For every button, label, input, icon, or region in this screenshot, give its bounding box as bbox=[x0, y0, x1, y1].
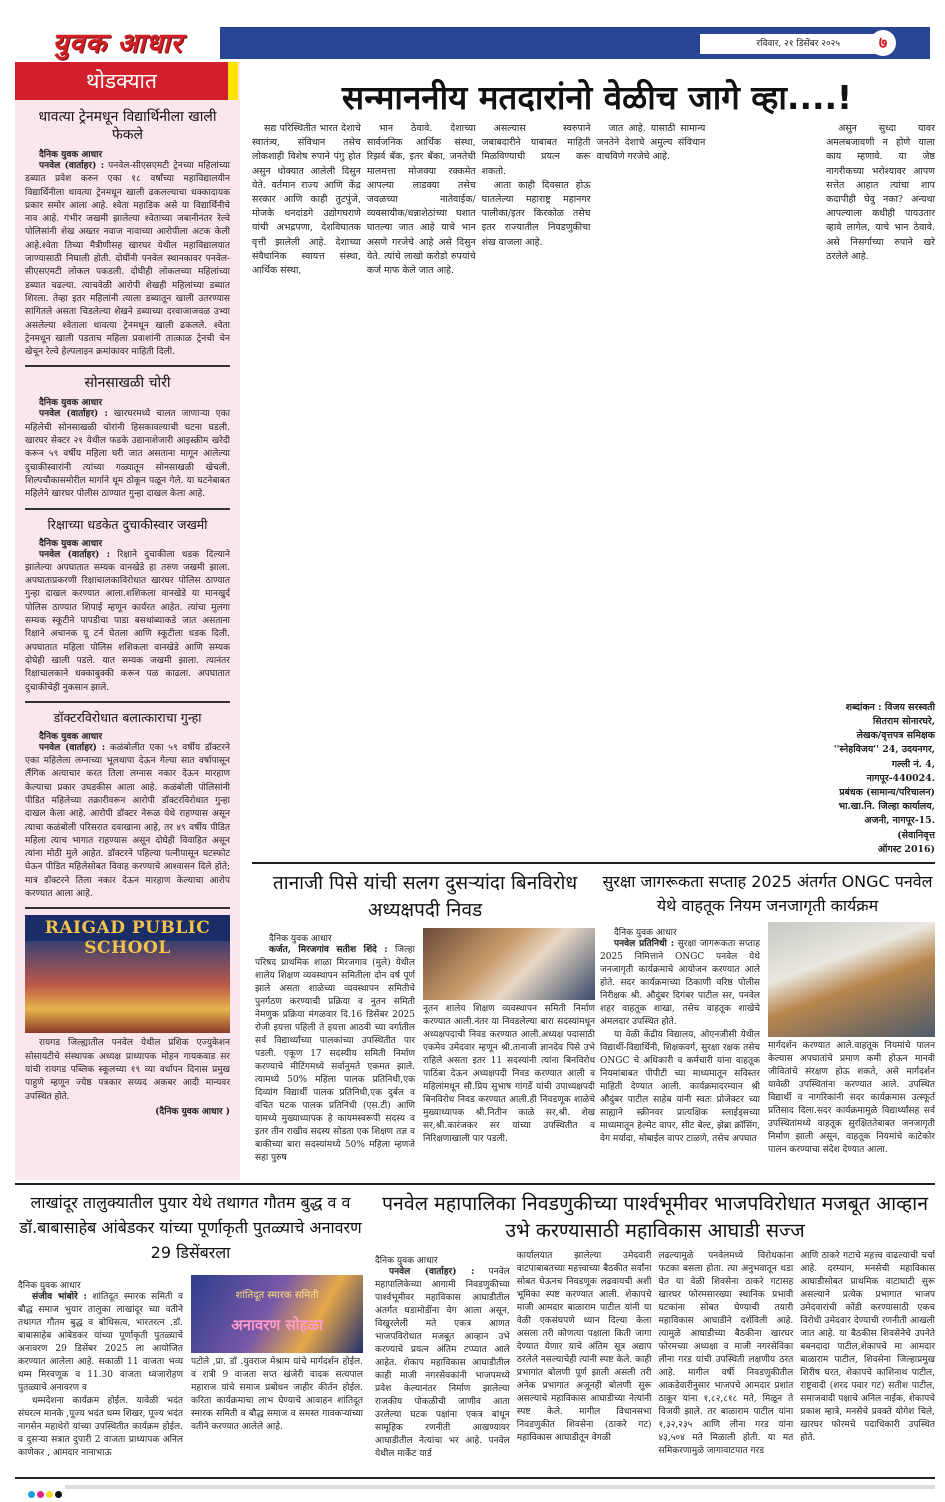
story-body: पटोले ,प्रा. डॉ .युवराज मेश्राम यांचे मार्गदर्शन होईल. व रात्री 9 वाजता सप्त खंजेरी वादक सत्यपाल महाराज यांचे समाज प्रबोधन जाहीर कीर्तन होईल. करिता कार्यक्रमाचा लाभ घेण्याचे आवाहन शांतिदूत स्मारक समिती व बौद्ध समाज व समस्त गावकऱ्यांच्या वतीने करण्यात आलेले आहे. bbox=[191, 1357, 363, 1432]
story-body: शांतिदूत स्मारक समिती व बौद्ध समाज भुयार तालुका लाखांदूर च्या वतीने तथागत गौतम बुद्ध व बोधिसत्व, भारतरत्न ,डॉ. बाबासाहेब आंबेडकर यांच्या पूर्णाकृती पुतळ्याचे अनावरण 29 डिसेंबर 2025 ला आयोजित करण्यात आलेला आहे. सकाळी 11 वाजता भव्य धम्म मिरवणूक व 11.30 वाजता ध्वजारोहण पुतळ्याचे अनावरण व bbox=[18, 1292, 183, 1393]
brief-story-train bbox=[15, 108, 240, 359]
photo-banner-text: RAIGAD PUBLIC SCHOOL bbox=[44, 918, 211, 959]
ongc-story bbox=[600, 870, 935, 1157]
unveiling-poster bbox=[191, 1275, 363, 1353]
page-number: ७ bbox=[870, 30, 896, 56]
brief-story-doctor bbox=[15, 709, 240, 902]
story-body: पनवेल-सीएसएमटी ट्रेनच्या महिलांच्या डब्यात प्रवेश करुन एका १८ वर्षांच्या महाविद्यालयीन विद्यार्थिनीला धावत्या ट्रेनमधून खाली ढकलल्याचा धक्कादायक प्रकार समोर आला आहे. श्वेता महाडिक असे या विद्यार्थिनीचे नाव आहे. गंभीर जखमी झालेल्या श्वेताच्या जबानीनंतर रेल्वे पोलिसांनी शेख अख्तर नवाज नावाच्या आरोपीला अटक केली आहे.श्वेता तिच्या मैत्रीणीसह खारघर येथील महाविद्यालयात जाण्यासाठी निघाली होती. दोघींनी पनवेल स्थानकावर पनवेल-सीएसएमटी लोकल पकडली. दोघीही लोकलच्या महिलांच्या डब्यात चढल्या. त्याचवेळी आरोपी शेखही महिलांच्या डब्यात शिरला. तेव्हा इतर महिलांनी त्याला डब्यातून खाली उतरण्यास सांगितले असता चिडलेल्या शेखने डब्याच्या दरवाजाजवळ उभ्या असलेल्या श्वेताला धावत्या ट्रेनमधून खाली ढकलले. श्वेता ट्रेनमधून खाली पडताच महिला प्रवाशांनी तात्काळ ट्रेनची चेन खेचून रेल्वे हेल्पलाइन क्रमांकावर माहिती दिली. bbox=[25, 161, 230, 358]
story-title: सुरक्षा जागरूकता सप्ताह 2025 अंतर्गत ONGC पनवेल येथे वाहतूक नियम जनजागृती कार्यक्रम bbox=[602, 872, 933, 915]
story-body: मार्गदर्शन करण्यात आले.वाहतूक नियमांचे पालन केल्यास अपघातांचे प्रमाण कमी होऊन मानवी जीवितांचे संरक्षण होऊ शकते, असे मार्गदर्शन यावेळी उपस्थितांना करण्यात आले. उपस्थित विद्यार्थी व नागरिकांनी सदर कार्यक्रमास उत्स्फूर्त प्रतिसाद दिला.सदर कार्यक्रमामुळे विद्यार्थ्यांसह सर्व उपस्थितांमध्ये वाहतूक सुरक्षिततेबाबत जनजागृती निर्माण झाली असून, वाहतूक नियमांचे काटेकोर पालन करण्याचा संदेश देण्यात आला. bbox=[768, 1041, 935, 1155]
dateline: पनवेल (वार्ताहर) : bbox=[39, 549, 111, 560]
story-source: दैनिक युवक आधार bbox=[375, 1256, 438, 1266]
story-title: पनवेल महापालिका निवडणुकीच्या पार्श्वभूमीवर भाजपविरोधात मजबूत आव्हान उभे करण्यासाठी महाविकास आघाडी सज्ज bbox=[381, 1192, 929, 1242]
divider bbox=[25, 701, 230, 703]
byline-line: शब्दांकन : विजय सरस्वती bbox=[845, 701, 935, 713]
story-body: या वेळी केंद्रीय विद्यालय, ओएनजीसी येथील विद्यार्थी-विद्यार्थिनी, शिक्षकवर्ग, सुरक्षा रक्षक तसेच ONGC चे अधिकारी व कर्मचारी यांना वाहतूक नियमांबाबत पीपीटी च्या माध्यमातून सविस्तर माहिती देण्यात आली. कार्यक्रमादरम्यान श्री औदुंबर पाटील साहेब यांनी स्वतः प्रोजेक्टर च्या साह्याने स्क्रीनवर प्रात्यक्षिक स्लाईड्सच्या माध्यमातून हेल्मेट वापर, सीट बेल्ट, झेब्रा क्रॉसिंग, वेग मर्यादा, मोबाईल वापर टाळणे, तसेच अपघात bbox=[600, 1030, 760, 1144]
divider bbox=[15, 1183, 935, 1185]
dateline: पनवेल (वार्ताहर) : bbox=[39, 161, 105, 171]
byline-line: ऑगस्ट 2016) bbox=[877, 843, 935, 855]
divider bbox=[25, 907, 230, 909]
article-text: असुन सुध्दा यावर अमलबजावणी न होणे याला काय म्हणावे. या जेष्ठ नागरीकच्या भरोश्यावर आपण सत्तेत आहात त्यांचा शाप कदापीही घेवु नका? अन्यथा आपल्याला कधीही पायउतार व्हावे लागेल, याचे भान ठेवावे. असे निसर्गाच्या रुपाने खरे ठरलेले आहे. bbox=[826, 123, 935, 262]
divider bbox=[15, 1477, 935, 1479]
article-column bbox=[252, 122, 361, 857]
mva-story bbox=[375, 1190, 935, 1461]
article-column bbox=[367, 122, 476, 857]
briefs-stories bbox=[15, 108, 240, 1117]
article-column bbox=[711, 122, 820, 857]
story-source: दैनिक युवक आधार bbox=[39, 398, 103, 409]
byline-line: अजनी, नागपूर-15. (सेवानिवृत्त bbox=[864, 815, 935, 841]
byline-line: गल्ली नं. 4, नागपूर-440024. bbox=[866, 758, 935, 784]
byline-line: भा.खा.नि. जिल्हा कार्यालय, bbox=[838, 801, 935, 813]
poster-title: शांतिदूत स्मारक समिती bbox=[235, 1290, 319, 1301]
byline-line: सितराम सोनारघरे, bbox=[872, 715, 935, 727]
article-text: आता काही दिवसात होऊ घातलेल्या महाराष्ट्र महानगर पालीका/इतर किरकोळ तसेच इतर राज्यातील निवडणुकीचा शंख वाजला आहे. bbox=[481, 179, 591, 248]
byline-line: लेखक/वृत्तपत्र समिक्षक bbox=[856, 730, 935, 742]
issue-date: रविवार, २१ डिसेंबर २०२५ bbox=[700, 34, 880, 54]
brief-story-rickshaw bbox=[15, 516, 240, 695]
lakhandur-story bbox=[18, 1190, 363, 1460]
briefs-heading: थोडक्यात bbox=[15, 62, 228, 100]
story-title: लाखांदूर तालुक्यातील पुयार येथे तथागत गौतम बुद्ध व व डॉ.बाबासाहेब आंबेडकर यांच्या पूर्णाकृती पुतळ्याचे अनावरण 29 डिसेंबरला bbox=[19, 1193, 362, 1262]
article-text: सद्य परिस्थितीत भारत देशाचे स्वातंत्र्य, संविधान तसेच लोकशाही विशेष रुपाने पंगु होत असुन धोक्यात आलेली दिसुन येते. वर्तमान राज्य आणि केंद्र सरकार आणि काही तुटपुंजे, मोजके धनदांडगे उद्योगघराणे यांची अभद्रपणा, देशविघातक वृत्ती झालेली आहे. देशाच्या संवैधानिक स्वायत्त संस्था, आर्थिक संस्था, bbox=[252, 123, 361, 277]
story-body: कळंबोलीत एका ५९ वर्षीय डॉक्टरने एका महिलेला लग्नाच्या भूलथापा देऊन गेल्या सात वर्षापासून लैंगिक अत्याचार करत तिला लग्नास नकार देऊन मारहाण केल्याचा प्रकार उघडकीस आला आहे. कळंबोली पोलिसांनी पीडित महिलेच्या तक्रारीवरून आरोपी डॉक्टरविरोधात गुन्हा दाखल केला आहे. आरोपी डॉक्टर नेरूळ येथे राहण्यास असून त्याचा कळंबोली परिसरात दवाखाना आहे, तर ४९ वर्षीय पीडित महिला त्याच भागात राहण्यास असून दोघेही विवाहित असून त्यांना मोठी मुले आहेत. डॉक्टरने पहिल्या पत्नीपासून घटस्फोट घेऊन पीडित महिलेसोबत विवाह करण्याचे आश्वासन दिले होते; मात्र डॉक्टरने तिला नकार देऊन मारहाण केल्याचा आरोप करण्यात आला आहे. bbox=[25, 742, 230, 900]
article-column bbox=[482, 122, 591, 857]
print-color-bar bbox=[65, 1485, 935, 1489]
story-body: सुरक्षा जागरूकता सप्ताह 2025 निमित्ताने ONGC पनवेल येथे जनजागृती कार्यक्रमाचे आयोजन करण्यात आले होते. सदर कार्यक्रमाच्या ठिकाणी वरिष्ठ पोलीस निरीक्षक श्री. औदुंबर दिगंबर पाटील सर, पनवेल शहर वाहतूक शाखा, तसेच वाहतूक शाखेचे अंमलदार उपस्थित होते. bbox=[600, 939, 760, 1027]
newspaper-logo: युवक आधार bbox=[15, 27, 220, 62]
dateline: पनवेल प्रतिनिधी : bbox=[614, 939, 675, 949]
byline-line: ''स्नेहविजय'' 24, उदयनगर, bbox=[833, 744, 935, 756]
tanaji-story bbox=[255, 870, 595, 1165]
raigad-event-photo bbox=[25, 915, 230, 1033]
article-text: भान ठेवावे. देशाच्या सार्वजनिक आर्थिक संस्था, रिझर्व बॅंक, इतर बॅंका, जनतेची मालमत्ता मोजक्या रक्कमेत आपल्या लाडक्या तसेच जवळच्या नातेवाईक/व्यवसायीक/धन्नाशेठांच्या घशात घातल्या जात आहे याचे भान असणे गरजेचे आहे असे दिसुन येते. त्यांचे लाखो करोडो रुपयांचे कर्ज माफ केले जात आहे. bbox=[366, 123, 476, 277]
story-title: रिक्षाच्या धडकेत दुचाकीस्वार जखमी bbox=[47, 516, 208, 532]
divider bbox=[25, 365, 230, 367]
story-body: नूतन शालेय शिक्षण व्यवस्थापन समिती निर्माण करण्यात आली.नंतर या निवडलेल्या बारा सदस्यांमधून अध्यक्षपदाची निवड करण्यात आली.अध्यक्ष पदासाठी एकमेव उमेदवार म्हणून श्री.तानाजी ज्ञानदेव पिसे उभे राहिले असता इतर 11 सदस्यांनी त्यांना बिनविरोध पाठिंबा देऊन अध्यक्षपदी निवड करण्यात आली व महिलांमधून सौ.प्रिय सुभाष गांगर्डे यांची उपाध्यक्षपदी बिनविरोध निवड करण्यात आली.ही निवडणूक शाळेचे मुख्याध्यापक श्री.नितीन काळे सर,श्री. शेख सर,श्री.कारंजकर सर यांच्या उपस्थितीत व निरिक्षणाखाली पार पडली. bbox=[423, 1004, 595, 1144]
story-body: लढल्यामुळे पनवेलमध्ये विरोधकांना फटका बसला होता. त्या अनुभवातून धडा घेत या वेळी शिवसेना ठाकरे गटासह खारघर फोरमसारख्या स्थानिक प्रभावी घटकांना सोबत घेण्याची तयारी महाविकास आघाडीने दर्शविली आहे. त्यामुळे आघाडीच्या बैठकीना खारघर फोरमच्या अध्यक्षा व माजी नगरसेविका लीना गरड यांची उपस्थिती लक्षणीय ठरत आहे. मागील वर्षी निवडणुकीतील आकडेवारीनुसार भाजपचे आमदार प्रशांत ठाकूर यांना १,८२,८१८ मते, मिळून ते विजयी झाले. तर बाळाराम पाटील यांना १,३२,२३५ आणि लीना गरड यांना ४३,५०४ मते मिळाली होती. या मत समिकरणामुळे जागावाटपात गरड bbox=[658, 1251, 794, 1456]
byline-line: प्रबंधक (सामान्य/परिचालन) bbox=[839, 786, 935, 798]
brief-story-chain-theft bbox=[15, 373, 240, 501]
story-body: आणि ठाकरे गटाचे महत्त्व वाढल्याची चर्चा आहे. दरम्यान, मनसेची महाविकास आघाडीसोबत प्राथमिक वाटाघाटी सुरू असल्याने प्रत्येक प्रभागात भाजप उमेदवारांची कोंडी करण्यासाठी एकच विरोधी उमेदवार देण्याची रणनीती आखली जात आहे. या बैठकीस शिवसेनेचे उपनेते बबनदादा पाटील,शेकापचे मा आमदार बाळाराम पाटील, शिवसेना जिल्हाप्रमुख शिरीष घरत, शेकापचे काशिनाथ पाटील, राष्ट्रवादी (शरद पवार गट) सतीश पाटील, समाजवादी पक्षाचे अनिल नाईक, शेकापचे प्रकाश म्हात्रे, मनसेचे प्रवक्ते योगेश चिले, खारघर फोरमचे पदाधिकारी उपस्थित होते. bbox=[800, 1251, 935, 1443]
raigad-photo-story bbox=[15, 915, 240, 1116]
photo-credit: (दैनिक युवक आधार ) bbox=[155, 1106, 230, 1117]
story-title: तानाजी पिसे यांची सलग दुसऱ्यांदा बिनविरोध अध्यक्षपदी निवड bbox=[272, 872, 578, 921]
story-source: दैनिक युवक आधार bbox=[39, 150, 103, 160]
story-body: धम्मदेशना कार्यक्रम होईल. यावेळी भदंत संघरत्न मानके ,पूज्य भदंत धम्म शिखर, पूज्य भदंत नागसेन महाथेरो यांच्या उपस्थितीत कार्यक्रम होईल. व दुसऱ्या सत्रात दुपारी 2 वाजता प्राध्यापक अनिल काणेकर , आमदार नानाभाऊ bbox=[18, 1396, 183, 1458]
story-title: सोनसाखळी चोरी bbox=[84, 375, 171, 392]
tanaji-felicitation-photo bbox=[423, 928, 595, 1000]
article-column bbox=[826, 122, 935, 857]
print-registration-marks bbox=[28, 1483, 64, 1502]
author-byline bbox=[826, 701, 935, 857]
dateline: संजीव भांबोरे : bbox=[32, 1292, 87, 1302]
article-text: जात आहे. यासाठी सामान्य जनतेने देशाचे अमुल्य संविधान वाचविणे गरजेचे आहे. bbox=[596, 123, 706, 163]
main-headline: सन्माननीय मतदारांनो वेळीच जागे व्हा....! bbox=[341, 78, 853, 117]
dateline: कर्जत, मिरजगांव सतीश शिंदे : bbox=[269, 945, 388, 955]
story-body: रिक्षाने दुचाकीला धडक दिल्याने झालेल्या अपघातात सम्यक वानखेडे हा तरुण जखमी झाला. अपघाताप्रकरणी रिक्षाचालकाविरोधात खारघर पोलिस ठाण्यात गुन्हा दाखल करण्यात आला.शशिकला वानखेडे या मानखुर्द पोलिस ठाण्यात शिपाई म्हणून कार्यरत आहेत. त्यांचा मुलगा सम्यक स्कूटीने पापडीचा पाडा बसथांब्याकडे जात असताना रिक्षाने अचानक यू टर्न घेतला आणि स्कूटीला धडक दिली. अपघातात महिला पोलिस शशिकला वानखेडे आणि सम्यक दोघेही खाली पडले. यात सम्यक जखमी झाला. त्यानंतर रिक्षाचालकाने धक्काबुक्की करून पळ काढला. अपघातात दुचाकीचेही नुकसान झाले. bbox=[25, 549, 230, 693]
poster-event: अनावरण सोहळा bbox=[231, 1316, 323, 1334]
story-body: जिल्हा परिषद प्राथमिक शाळा मिरजगाव (मुले) येथील शालेय शिक्षण व्यवस्थापन समितीला दोन वर्ष पूर्ण झाले असता शाळेच्या व्यवस्थापन समितीचे पुनर्गठण करण्याची प्रक्रिया व नुतन समिती नेमणुक प्रक्रिया मंगळवार दि.16 डिसेंबर 2025 रोजी इयत्ता पहिली ते इयत्ता आठवी च्या वर्गातील सर्व विद्यार्थ्यांच्या पालकांच्या उपस्थितीत पार पडली. एकूण 17 सदस्यीय समिती निर्माण करण्याचे मीटिंगमध्ये सर्वानुमते एकमत झाले. त्यामध्ये 50% महिला पालक प्रतिनिधी,एक दिव्यांग विद्यार्थी पालक प्रतिनिधी,एक दुर्बल व वंचित घटक पालक प्रतिनिधी (एस.टी) आणि यामध्ये मुख्याध्यापक हे कायमस्वरूपी सदस्य व इतर तीन राखीव सदस्य सोडता एक शिक्षण तज्ञ व बाकीच्या बारा सदस्यांमध्ये 50% महिला म्हणजे सहा पुरुष bbox=[255, 945, 415, 1163]
story-source: दैनिक युवक आधार bbox=[18, 1281, 81, 1291]
story-body: खारघरमध्ये चालत जाणाऱ्या एका महिलेची सोनसाखळी चोरांनी हिसकावल्याची घटना घडली. खारघर सेक्टर २१ येथील फडके उद्यानाशेजारी आइस्क्रीम खरेदी करून ५९ वर्षीय महिला घरी जात असताना मागून आलेल्या दुचाकीस्वारांनी त्यांच्या गळ्यातून सोनसाखळी खेचली. शिल्पचौकासमोरील मार्गाने धूम ठोकून पळून गेले. या घटनेबाबत महिलेने खारघर पोलीस ठाण्यात गुन्हा दाखल केला आहे. bbox=[25, 409, 230, 500]
story-title: डॉक्टरविरोधात बलात्काराचा गुन्हा bbox=[53, 709, 202, 725]
story-source: दैनिक युवक आधार bbox=[39, 538, 103, 549]
story-body: पनवेल महापालिकेच्या आगामी निवडणुकीच्या पार्श्वभूमीवर महाविकास आघाडीतील अंतर्गत घडामोडींना वेग आला असून, विखुरलेली मते एकत्र आणत भाजपविरोधात मजबूत आव्हान उभे करण्याचे प्रयत्न अंतिम टप्प्यात आले आहेत. शेकाप महाविकास आघाडीतील काही माजी नगरसेवकांनी भाजपमध्ये प्रवेश केल्यानंतर निर्माण झालेल्या राजकीय पोकळीची जाणीव आता उरलेल्या घटक पक्षांना एकत्र बांधून सामूहिक रणनीती आखण्यावर आघाडीतील नेत्यांचा भर आहे. पनवेल येथील मार्केट यार्ड bbox=[375, 1267, 510, 1459]
dateline: पनवेल (वार्ताहर) : bbox=[39, 409, 108, 420]
story-body: कार्यालयात झालेल्या उमेदवारी वाटपाबाबतच्या महत्त्वाच्या बैठकीत सर्वांना सोबत घेऊनच निवडणूक लढवायची अशी भूमिका स्पष्ट करण्यात आली. शेकापचे माजी आमदार बाळाराम पाटील यांनी या वेळी एकसंघपणे ध्यान दिल्या केला असला तरी कोणत्या पक्षाला किती जागा देण्यात येणार याचे अंतिम सूत्र अद्याप ठरलेले नसल्याचेही त्यांनी स्पष्ट केले. काही प्रभागांत बोलणी पूर्ण झाली असली तरी अनेक प्रभागात अजूनही बोलणी सुरू असल्याचे महाविकास आघाडीच्या नेत्यांनी स्पष्ट केले. मागील विधानसभा निवडणुकीत शिवसेना (ठाकरे गट) महाविकास आघाडीतून वेगळी bbox=[516, 1251, 652, 1443]
story-source: दैनिक युवक आधार bbox=[614, 928, 677, 938]
divider bbox=[252, 862, 935, 864]
story-title: धावत्या ट्रेनमधून विद्यार्थिनीला खाली फेकले bbox=[38, 109, 217, 143]
dateline: पनवेल (वार्ताहर) : bbox=[389, 1267, 475, 1277]
briefs-accent-strip bbox=[228, 62, 238, 100]
story-source: दैनिक युवक आधार bbox=[39, 731, 103, 742]
divider bbox=[25, 508, 230, 510]
main-article bbox=[252, 122, 935, 857]
ongc-event-photo bbox=[768, 922, 935, 1037]
story-source: दैनिक युवक आधार bbox=[269, 934, 332, 944]
article-column bbox=[596, 122, 705, 857]
photo-caption: रायगड जिल्ह्यातील पनवेल येथील प्रशिक एज्युकेशन सोसायटीचे संस्थापक अध्यक्ष प्राध्यापक मोहन गायकवाड सर यांची रायगड पब्लिक स्कूलच्या १९ व्या वर्धापन दिनास प्रमुख पाहुणे म्हणून ज्येष्ठ पत्रकार सय्यद अकबर आदी मान्यवर उपस्थित होते. bbox=[25, 1038, 230, 1102]
dateline: पनवेल (वार्ताहर) : bbox=[39, 742, 106, 753]
article-text: असल्यास स्वरुपाने जबाबदारीने याबाबत माहिती मिळविण्याची प्रयत्न करू शकतो. bbox=[481, 123, 591, 177]
